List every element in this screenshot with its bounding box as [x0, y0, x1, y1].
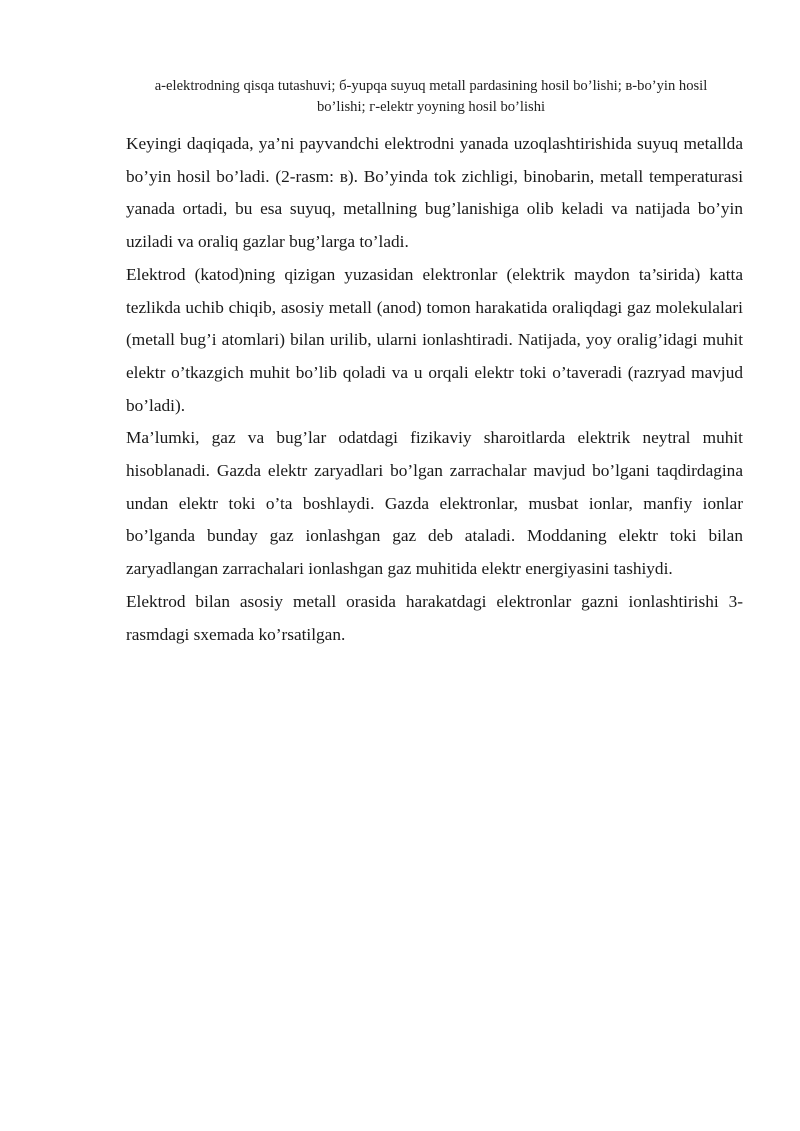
figure-caption	[118, 76, 744, 118]
body-text	[126, 128, 743, 651]
caption-line-2: bo’lishi; г-elektr yoyning hosil bo’lishi	[316, 99, 546, 115]
paragraph-elektronlar: Elektrod (katod)ning qizigan yuzasidan elektronlar (elektrik maydon ta’sirida) katta tezlikda uchib chiqib, asosiy metall (anod) tomon harakatida oraliqdagi gaz molekulalari (metall bug’i atomlari) bilan urilib, ularni ionlashtiradi. Natijada, yoy oralig’idagi muhit elektr o’tkazgich muhit bo’lib qoladi va u orqali elektr toki o’taveradi (razryad mavjud bo’ladi).	[126, 264, 743, 415]
paragraph-ionlashgan-gaz: Ma’lumki, gaz va bug’lar odatdagi fizikaviy sharoitlarda elektrik neytral muhit hisoblanadi. Gazda elektr zaryadlari bo’lgan zarrachalar mavjud bo’lgani taqdirdagina undan elektr toki o’ta boshlaydi. Gazda elektronlar, musbat ionlar, manfiy ionlar bo’lganda bunday gaz ionlashgan gaz deb ataladi. Moddaning elektr toki bilan zaryadlangan zarrachalari ionlashgan gaz muhitida elektr energiyasini tashiydi.	[126, 428, 743, 579]
paragraph-sxema-reference: Elektrod bilan asosiy metall orasida harakatdagi elektronlar gazni ionlashtirishi 3-rasmdagi sxemada ko’rsatilgan.	[126, 591, 743, 644]
paragraph-bo-yin: Keyingi daqiqada, ya’ni payvandchi elektrodni yanada uzoqlashtirishida suyuq metallda bo’yin hosil bo’ladi. (2-rasm: в). Bo’yinda tok zichligi, binobarin, metall temperaturasi yanada ortadi, bu esa suyuq, metallning bug’lanishiga olib keladi va natijada bo’yin uziladi va oraliq gazlar bug’larga to’ladi.	[126, 134, 743, 252]
caption-line-1: a-elektrodning qisqa tutashuvi; б-yupqa suyuq metall pardasining hosil bo’lishi; в-bo’yin hosil	[154, 78, 708, 94]
